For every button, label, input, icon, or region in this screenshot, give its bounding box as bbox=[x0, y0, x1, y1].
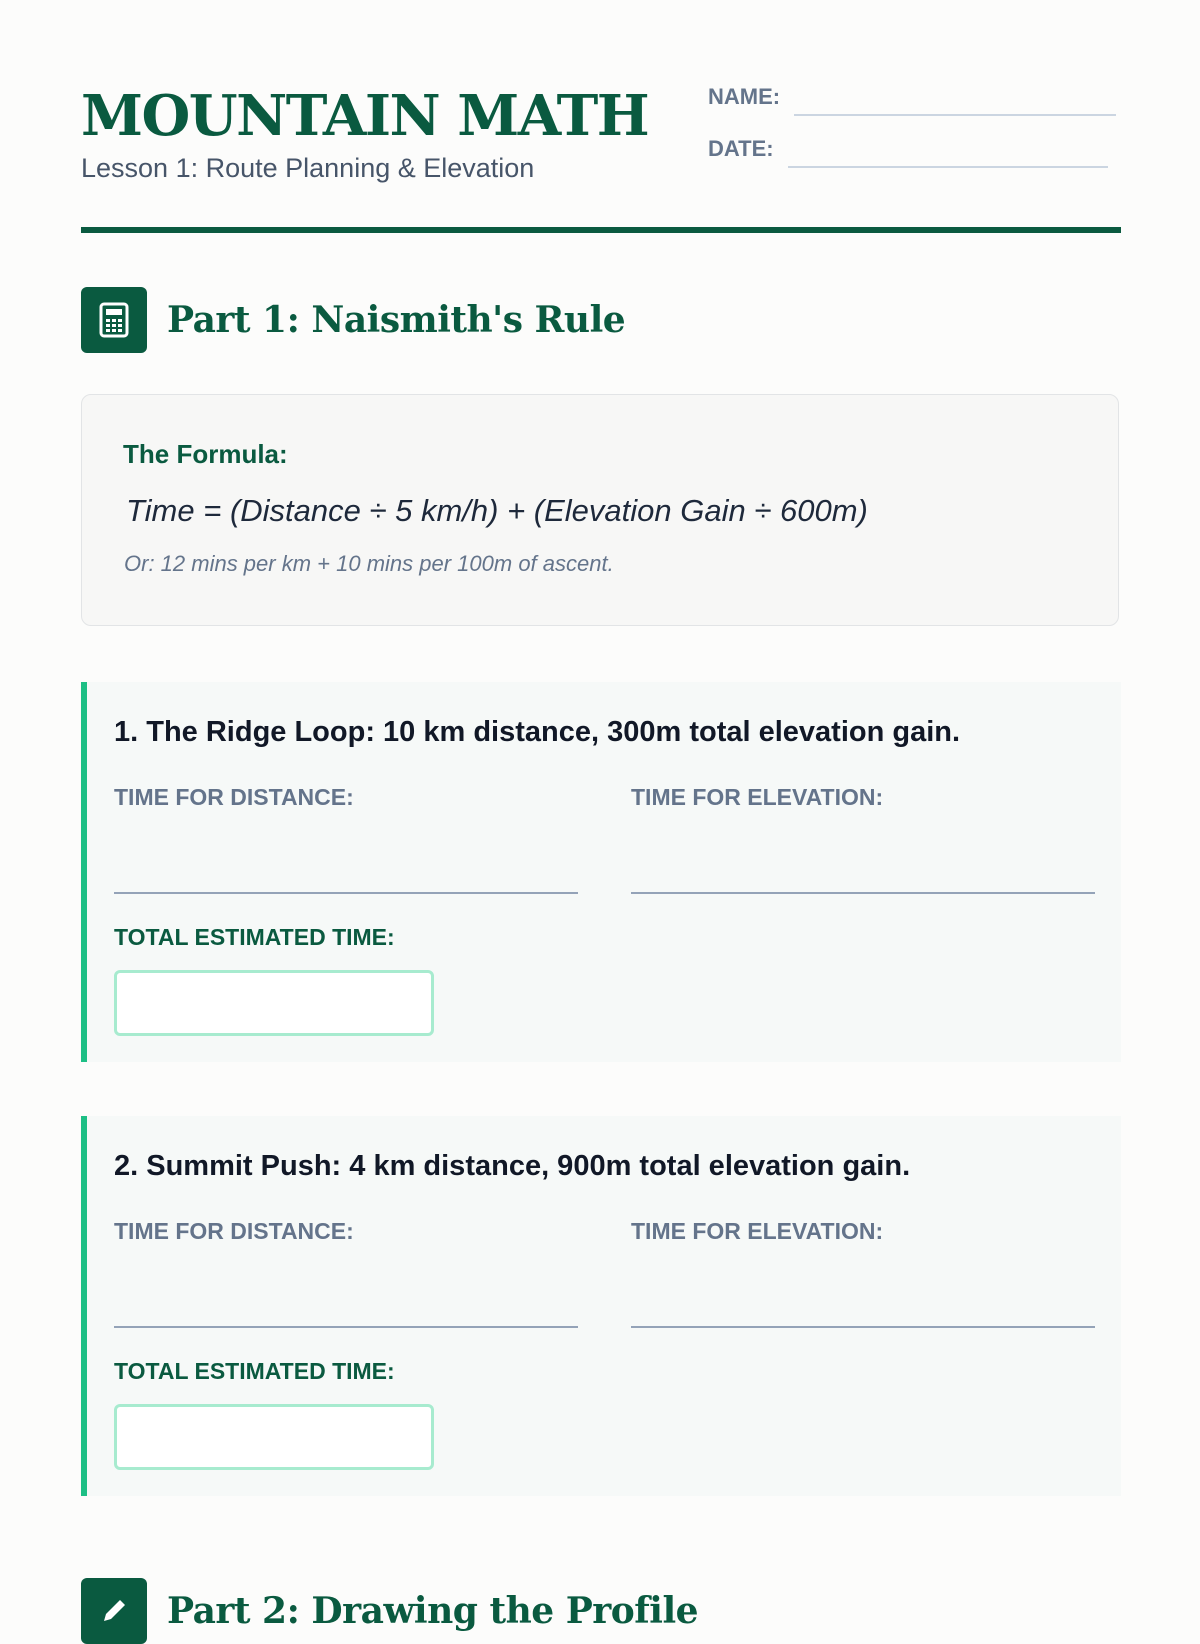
header-divider bbox=[81, 227, 1121, 233]
total-time-answer-box[interactable] bbox=[114, 1404, 434, 1470]
name-label: NAME: bbox=[708, 84, 781, 109]
section-title-part-2: Part 2: Drawing the Profile bbox=[167, 1590, 699, 1632]
date-field bbox=[708, 136, 1108, 162]
total-time-label: TOTAL ESTIMATED TIME: bbox=[114, 924, 395, 950]
section-title-part-1: Part 1: Naismith's Rule bbox=[167, 299, 626, 341]
elevation-time-label: TIME FOR ELEVATION: bbox=[631, 784, 884, 810]
elevation-time-label: TIME FOR ELEVATION: bbox=[631, 1218, 884, 1244]
elevation-time-answer-line[interactable] bbox=[631, 1326, 1095, 1328]
distance-time-label: TIME FOR DISTANCE: bbox=[114, 1218, 354, 1244]
pencil-icon bbox=[81, 1578, 147, 1644]
worksheet-header bbox=[81, 80, 1121, 230]
total-time-answer-box[interactable] bbox=[114, 970, 434, 1036]
calculator-icon bbox=[81, 287, 147, 353]
distance-time-answer-line[interactable] bbox=[114, 892, 578, 894]
worksheet-title: MOUNTAIN MATH bbox=[81, 83, 649, 149]
formula-note: Or: 12 mins per km + 10 mins per 100m of ascent. bbox=[124, 551, 614, 576]
problem-title: 2. Summit Push: 4 km distance, 900m total elevation gain. bbox=[114, 1150, 911, 1182]
distance-time-answer-line[interactable] bbox=[114, 1326, 578, 1328]
total-time-label: TOTAL ESTIMATED TIME: bbox=[114, 1358, 395, 1384]
lesson-subtitle: Lesson 1: Route Planning & Elevation bbox=[81, 153, 535, 183]
elevation-time-answer-line[interactable] bbox=[631, 892, 1095, 894]
distance-time-label: TIME FOR DISTANCE: bbox=[114, 784, 354, 810]
formula-label: The Formula: bbox=[123, 439, 288, 469]
name-input-line[interactable] bbox=[794, 114, 1116, 116]
problem-title: 1. The Ridge Loop: 10 km distance, 300m total elevation gain. bbox=[114, 716, 961, 748]
problem-card-1 bbox=[81, 682, 1121, 1062]
date-label: DATE: bbox=[708, 136, 774, 161]
problem-card-2 bbox=[81, 1116, 1121, 1496]
name-field bbox=[708, 84, 1116, 110]
section-heading-part-2 bbox=[81, 1578, 698, 1644]
formula-text: Time = (Distance ÷ 5 km/h) + (Elevation Gain ÷ 600m) bbox=[126, 493, 868, 528]
date-input-line[interactable] bbox=[788, 166, 1108, 168]
formula-box bbox=[81, 394, 1119, 626]
section-heading-part-1 bbox=[81, 287, 625, 353]
